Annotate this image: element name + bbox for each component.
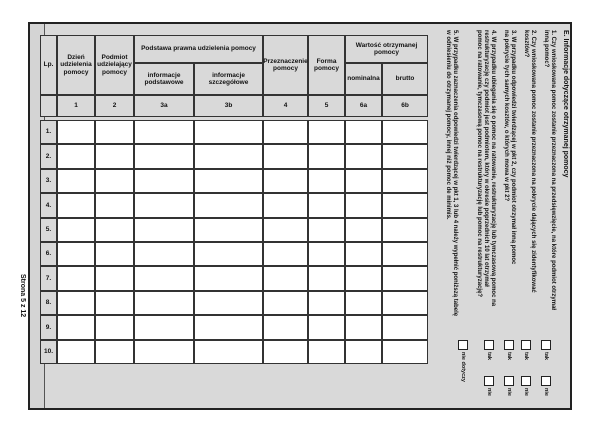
header-podstawa: Podstawa prawna udzielenia pomocy: [134, 35, 263, 63]
row-number: 3.: [40, 169, 57, 193]
q2-nie-checkbox[interactable]: [521, 376, 531, 386]
table-cell-input[interactable]: [95, 218, 134, 242]
table-cell-input[interactable]: [57, 120, 95, 144]
question-2-line1: 2. Czy wnioskowana pomoc zostanie przeznaczona na pokrycie dających się zidentyfikować: [530, 30, 536, 293]
table-cell-input[interactable]: [382, 193, 428, 217]
table-cell-input[interactable]: [57, 193, 95, 217]
table-cell-input[interactable]: [57, 315, 95, 339]
table-cell-input[interactable]: [57, 340, 95, 364]
table-cell-input[interactable]: [194, 291, 263, 315]
table-cell-input[interactable]: [57, 218, 95, 242]
table-cell-input[interactable]: [95, 242, 134, 266]
row-number: 7.: [40, 266, 57, 290]
table-cell-input[interactable]: [134, 218, 194, 242]
header-forma: Forma pomocy: [308, 35, 345, 95]
table-cell-input[interactable]: [382, 242, 428, 266]
table-cell-input[interactable]: [194, 169, 263, 193]
table-cell-input[interactable]: [382, 120, 428, 144]
table-cell-input[interactable]: [194, 340, 263, 364]
row-number: 1.: [40, 120, 57, 144]
q1-nie-label: nie: [543, 388, 549, 396]
table-cell-input[interactable]: [382, 144, 428, 168]
header-podmiot: Podmiot udzielający pomocy: [95, 35, 134, 95]
q3-nie-label: nie: [506, 388, 512, 396]
q5-nie-dotyczy-checkbox[interactable]: [458, 340, 468, 350]
table-cell-input[interactable]: [345, 120, 382, 144]
header-przeznaczenie: Przeznaczenie pomocy: [263, 35, 308, 95]
table-cell-input[interactable]: [308, 315, 345, 339]
question-3-line2: na pokrycie tych samych kosztów, o których mowa w pkt 2?: [503, 30, 509, 202]
q3-nie-checkbox[interactable]: [504, 376, 514, 386]
row-number: 9.: [40, 315, 57, 339]
table-cell-input[interactable]: [345, 218, 382, 242]
table-cell-input[interactable]: [308, 120, 345, 144]
table-cell-input[interactable]: [134, 291, 194, 315]
q3-tak-checkbox[interactable]: [504, 340, 514, 350]
header-dzien: Dzień udzielenia pomocy: [57, 35, 95, 95]
table-cell-input[interactable]: [263, 242, 308, 266]
question-1-line2: inną pomoc?: [543, 30, 549, 68]
page-number-label: Strona 5 z 12: [19, 274, 26, 318]
table-cell-input[interactable]: [134, 242, 194, 266]
q1-tak-label: tak: [543, 352, 549, 360]
row-number: 5.: [40, 218, 57, 242]
table-cell-input[interactable]: [263, 340, 308, 364]
row-number: 4.: [40, 193, 57, 217]
table-cell-input[interactable]: [134, 169, 194, 193]
table-cell-input[interactable]: [95, 169, 134, 193]
table-cell-input[interactable]: [57, 266, 95, 290]
table-cell-input[interactable]: [263, 218, 308, 242]
q2-tak-label: tak: [523, 352, 529, 360]
table-cell-input[interactable]: [345, 144, 382, 168]
table-cell-input[interactable]: [308, 218, 345, 242]
question-2-line2: kosztów?: [523, 30, 529, 58]
question-5-line2: w odniesieniu do otrzymanej pomocy, innej niż pomoc de minimis.: [445, 30, 451, 220]
table-cell-input[interactable]: [194, 218, 263, 242]
table-cell-input[interactable]: [95, 144, 134, 168]
row-number: 6.: [40, 242, 57, 266]
column-number-blank: [40, 95, 57, 117]
q5-nie-dotyczy-label: nie dotyczy: [460, 352, 466, 382]
q3-tak-label: tak: [506, 352, 512, 360]
q2-nie-label: nie: [523, 388, 529, 396]
table-cell-input[interactable]: [308, 169, 345, 193]
table-cell-input[interactable]: [308, 266, 345, 290]
table-cell-input[interactable]: [57, 291, 95, 315]
table-cell-input[interactable]: [134, 266, 194, 290]
table-cell-input[interactable]: [134, 315, 194, 339]
table-cell-input[interactable]: [194, 144, 263, 168]
table-cell-input[interactable]: [57, 242, 95, 266]
table-cell-input[interactable]: [194, 242, 263, 266]
table-cell-input[interactable]: [382, 315, 428, 339]
column-number: 2: [95, 95, 134, 117]
table-cell-input[interactable]: [345, 242, 382, 266]
table-cell-input[interactable]: [308, 242, 345, 266]
table-cell-input[interactable]: [382, 291, 428, 315]
table-cell-input[interactable]: [308, 291, 345, 315]
column-number: 6a: [345, 95, 382, 117]
table-cell-input[interactable]: [308, 340, 345, 364]
table-cell-input[interactable]: [95, 266, 134, 290]
header-nominalna: nominalna: [345, 63, 382, 95]
row-number: 2.: [40, 144, 57, 168]
table-cell-input[interactable]: [263, 266, 308, 290]
table-cell-input[interactable]: [194, 315, 263, 339]
table-cell-input[interactable]: [134, 144, 194, 168]
header-brutto: brutto: [382, 63, 428, 95]
table-cell-input[interactable]: [345, 266, 382, 290]
column-number: 5: [308, 95, 345, 117]
section-e-title: E. Informacje dotyczące otrzymanej pomocy: [562, 30, 569, 178]
question-4-line1: 4. W przypadku ubiegania się o pomoc na ratowanie, restrukturyzację lub tymczasową pomoc na: [490, 30, 496, 307]
table-cell-input[interactable]: [134, 340, 194, 364]
column-number: 3a: [134, 95, 194, 117]
table-cell-input[interactable]: [134, 193, 194, 217]
table-cell-input[interactable]: [263, 120, 308, 144]
table-cell-input[interactable]: [345, 291, 382, 315]
table-cell-input[interactable]: [263, 291, 308, 315]
table-cell-input[interactable]: [263, 315, 308, 339]
table-cell-input[interactable]: [345, 169, 382, 193]
table-cell-input[interactable]: [263, 169, 308, 193]
table-cell-input[interactable]: [95, 193, 134, 217]
row-number: 10.: [40, 340, 57, 364]
table-cell-input[interactable]: [308, 144, 345, 168]
header-informacje-podstawowe: informacje podstawowe: [134, 63, 194, 95]
table-cell-input[interactable]: [263, 193, 308, 217]
header-informacje-szczegolowe: informacje szczegółowe: [194, 63, 263, 95]
table-cell-input[interactable]: [382, 218, 428, 242]
column-number: 4: [263, 95, 308, 117]
column-number: 1: [57, 95, 95, 117]
header-wartosc: Wartość otrzymanej pomocy: [345, 35, 428, 63]
table-cell-input[interactable]: [345, 340, 382, 364]
question-4-line2: restrukturyzację czy podmiot jest podmiotem, który w okresie poprzednich 10 lat otrzymał: [483, 30, 489, 287]
table-cell-input[interactable]: [134, 120, 194, 144]
table-cell-input[interactable]: [95, 291, 134, 315]
table-cell-input[interactable]: [194, 266, 263, 290]
table-cell-input[interactable]: [57, 169, 95, 193]
table-cell-input[interactable]: [263, 144, 308, 168]
q4-tak-label: tak: [486, 352, 492, 360]
table-cell-input[interactable]: [95, 340, 134, 364]
q4-nie-label: nie: [486, 388, 492, 396]
row-number: 8.: [40, 291, 57, 315]
column-number: 6b: [382, 95, 428, 117]
question-4-line3: pomoc na ratowanie, tymczasową pomoc na restrukturyzację lub pomoc na restrukturyzację?: [476, 30, 482, 298]
q4-nie-checkbox[interactable]: [484, 376, 494, 386]
question-3-line1: 3. W przypadku odpowiedzi twierdzącej w pkt 2, czy podmiot otrzymał inną pomoc: [510, 30, 516, 265]
table-cell-input[interactable]: [194, 120, 263, 144]
table-cell-input[interactable]: [194, 193, 263, 217]
q1-tak-checkbox[interactable]: [541, 340, 551, 350]
table-cell-input[interactable]: [95, 315, 134, 339]
question-1-line1: 1. Czy wnioskowana pomoc zostanie przeznaczona na przedsięwzięcie, na które podmiot otrzymał: [550, 30, 556, 311]
table-cell-input[interactable]: [382, 169, 428, 193]
table-cell-input[interactable]: [345, 193, 382, 217]
question-5-line1: 5. W przypadku zaznaczenia odpowiedzi twierdzącej w pkt 1, 3 lub 4 należy wypełnić poniższą tabelę: [452, 30, 458, 317]
header-lp: Lp.: [40, 35, 57, 95]
table-cell-input[interactable]: [308, 193, 345, 217]
table-cell-input[interactable]: [382, 340, 428, 364]
q1-nie-checkbox[interactable]: [541, 376, 551, 386]
table-cell-input[interactable]: [345, 315, 382, 339]
q2-tak-checkbox[interactable]: [521, 340, 531, 350]
table-cell-input[interactable]: [57, 144, 95, 168]
q4-tak-checkbox[interactable]: [484, 340, 494, 350]
table-cell-input[interactable]: [95, 120, 134, 144]
column-number: 3b: [194, 95, 263, 117]
table-cell-input[interactable]: [382, 266, 428, 290]
